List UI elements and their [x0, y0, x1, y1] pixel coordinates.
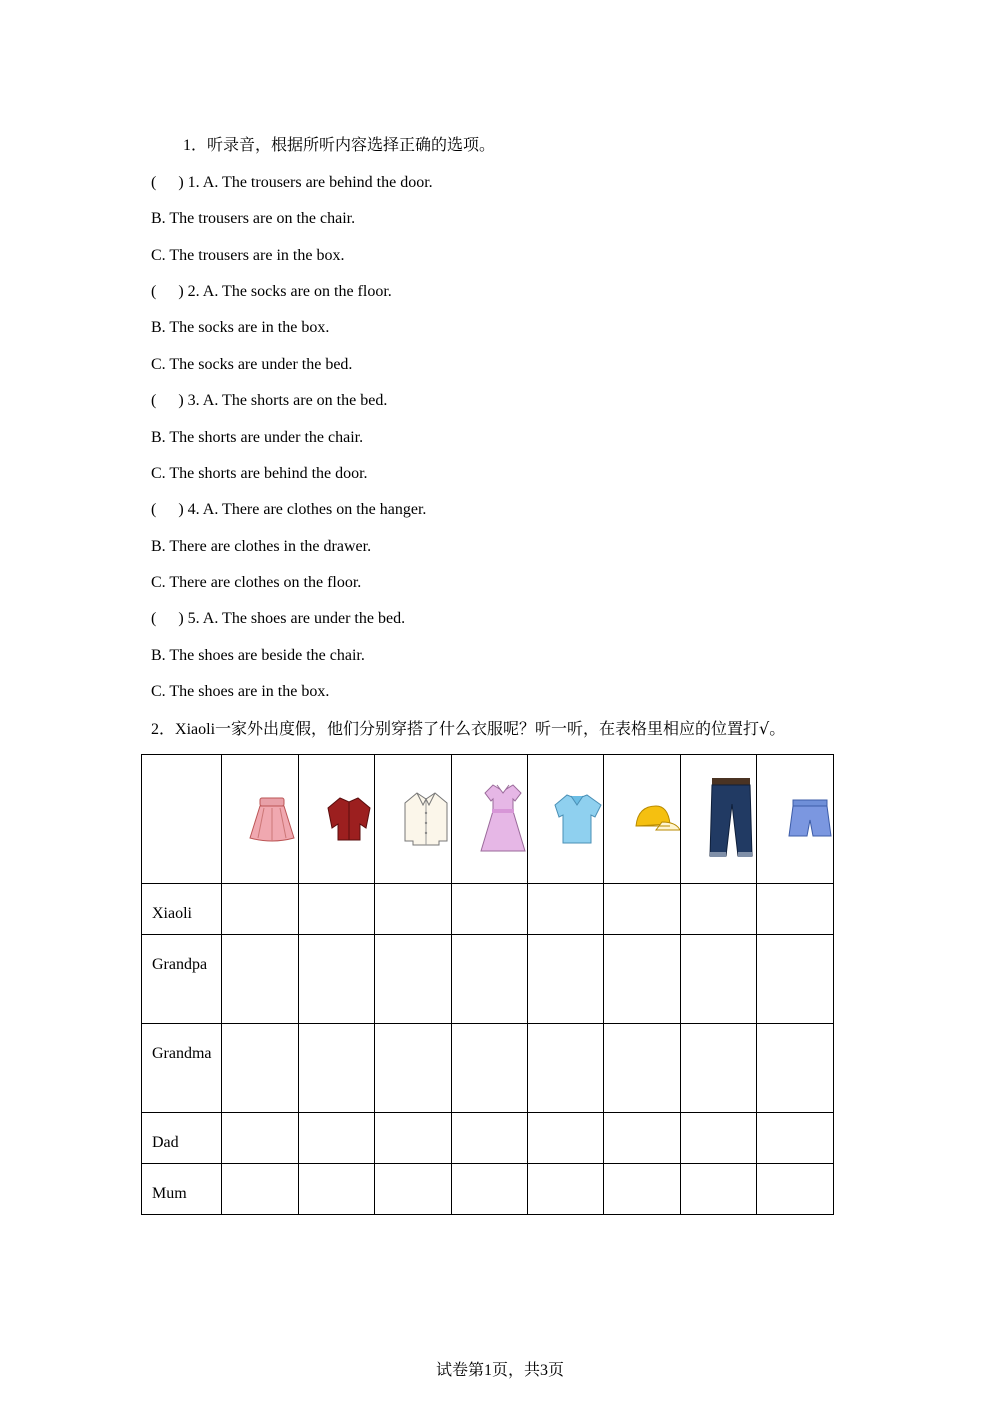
- item-5-option-c: C. The shoes are in the box.: [151, 683, 330, 700]
- answer-cell[interactable]: [528, 1164, 604, 1215]
- item-1-option-b: B. The trousers are on the chair.: [151, 210, 356, 227]
- shorts-icon: [787, 796, 833, 842]
- answer-cell[interactable]: [299, 1113, 375, 1164]
- item-1-option-c: C. The trousers are in the box.: [151, 247, 345, 264]
- row-label: [142, 935, 222, 1024]
- answer-cell[interactable]: [375, 884, 452, 935]
- answer-cell[interactable]: [757, 935, 834, 1024]
- clothes-table: [141, 754, 834, 1215]
- answer-cell[interactable]: [452, 1164, 528, 1215]
- item-3-option-c: C. The shorts are behind the door.: [151, 465, 368, 482]
- answer-cell[interactable]: [757, 1113, 834, 1164]
- answer-paren: (: [151, 610, 157, 627]
- answer-cell[interactable]: [681, 1024, 757, 1113]
- answer-cell[interactable]: [222, 1024, 299, 1113]
- row-label: [142, 884, 222, 935]
- answer-cell[interactable]: [299, 1024, 375, 1113]
- item-2-option-c: C. The socks are under the bed.: [151, 356, 353, 373]
- table-row: [142, 935, 834, 1024]
- skirt-icon: [246, 794, 298, 844]
- question-2-end: 。: [769, 719, 786, 738]
- answer-cell[interactable]: [452, 935, 528, 1024]
- footer-text: 页: [548, 1360, 565, 1379]
- answer-cell[interactable]: [604, 935, 681, 1024]
- answer-paren: (: [151, 174, 157, 191]
- header-cell: [757, 755, 834, 884]
- answer-cell[interactable]: [681, 935, 757, 1024]
- row-label-text: Grandma: [152, 1045, 212, 1062]
- jeans-icon: [706, 776, 756, 862]
- answer-cell[interactable]: [528, 935, 604, 1024]
- row-label-text: Mum: [152, 1185, 187, 1202]
- answer-cell[interactable]: [375, 935, 452, 1024]
- item-text: ) 3. A. The shorts are on the bed.: [178, 392, 388, 409]
- question-2-title: [151, 719, 785, 740]
- answer-cell[interactable]: [222, 884, 299, 935]
- answer-cell[interactable]: [528, 884, 604, 935]
- row-label: [142, 1024, 222, 1113]
- item-text: ) 1. A. The trousers are behind the door.: [178, 174, 433, 191]
- item-2-option-b: B. The socks are in the box.: [151, 319, 330, 336]
- table-row: [142, 1164, 834, 1215]
- total-pages: 3: [540, 1362, 548, 1379]
- answer-cell[interactable]: [528, 1024, 604, 1113]
- question-1-text: 听录音，根据所听内容选择正确的选项。: [207, 135, 496, 154]
- answer-cell[interactable]: [375, 1024, 452, 1113]
- question-1-number: 1．: [183, 137, 208, 154]
- row-label-text: Grandpa: [152, 956, 208, 973]
- answer-cell[interactable]: [604, 1164, 681, 1215]
- answer-cell[interactable]: [452, 884, 528, 935]
- blue-tshirt-icon: [553, 791, 603, 847]
- answer-paren: (: [151, 283, 157, 300]
- question-2-name: Xiaoli: [175, 721, 216, 738]
- corner-cell: [142, 755, 222, 884]
- footer-text: 页，共: [491, 1360, 540, 1379]
- answer-cell[interactable]: [375, 1113, 452, 1164]
- header-cell: [452, 755, 528, 884]
- answer-cell[interactable]: [681, 884, 757, 935]
- item-text: ) 2. A. The socks are on the floor.: [178, 283, 392, 300]
- row-label-text: Dad: [152, 1134, 179, 1151]
- answer-cell[interactable]: [452, 1024, 528, 1113]
- answer-cell[interactable]: [604, 1113, 681, 1164]
- answer-cell[interactable]: [604, 1024, 681, 1113]
- header-cell: [222, 755, 299, 884]
- answer-cell[interactable]: [299, 1164, 375, 1215]
- answer-cell[interactable]: [757, 884, 834, 935]
- answer-paren: (: [151, 501, 157, 518]
- table-row: [142, 1024, 834, 1113]
- question-2-number: 2．: [151, 721, 176, 738]
- header-cell: [375, 755, 452, 884]
- answer-cell[interactable]: [222, 1164, 299, 1215]
- yellow-cap-icon: [632, 802, 680, 836]
- item-4-option-b: B. There are clothes in the drawer.: [151, 538, 372, 555]
- white-shirt-icon: [401, 789, 451, 849]
- answer-cell[interactable]: [681, 1164, 757, 1215]
- header-cell: [681, 755, 757, 884]
- table-row: [142, 884, 834, 935]
- item-text: ) 5. A. The shoes are under the bed.: [178, 610, 406, 627]
- answer-cell[interactable]: [222, 1113, 299, 1164]
- question-2-text: 一家外出度假，他们分别穿搭了什么衣服呢？听一听，在表格里相应的位置打: [215, 719, 760, 738]
- page-footer: [0, 1357, 1000, 1380]
- question-1-title: [183, 135, 495, 156]
- answer-cell[interactable]: [375, 1164, 452, 1215]
- answer-cell[interactable]: [452, 1113, 528, 1164]
- answer-cell[interactable]: [757, 1164, 834, 1215]
- item-text: ) 4. A. There are clothes on the hanger.: [178, 501, 427, 518]
- answer-cell[interactable]: [222, 935, 299, 1024]
- red-jacket-icon: [324, 794, 374, 844]
- answer-cell[interactable]: [681, 1113, 757, 1164]
- header-cell: [528, 755, 604, 884]
- answer-cell[interactable]: [757, 1024, 834, 1113]
- item-2-option-a: [151, 282, 392, 302]
- answer-cell[interactable]: [528, 1113, 604, 1164]
- row-label: [142, 1164, 222, 1215]
- header-cell: [299, 755, 375, 884]
- item-5-option-b: B. The shoes are beside the chair.: [151, 647, 365, 664]
- item-4-option-a: [151, 500, 426, 520]
- answer-cell[interactable]: [604, 884, 681, 935]
- page-number: 1: [483, 1362, 492, 1379]
- answer-paren: (: [151, 392, 157, 409]
- row-label: [142, 1113, 222, 1164]
- pink-dress-icon: [479, 781, 527, 857]
- answer-cell[interactable]: [299, 884, 375, 935]
- header-cell: [604, 755, 681, 884]
- item-4-option-c: C. There are clothes on the floor.: [151, 574, 362, 591]
- header-row: [142, 755, 834, 884]
- footer-text: 试卷第: [435, 1360, 484, 1379]
- table-row: [142, 1113, 834, 1164]
- item-5-option-a: [151, 609, 405, 629]
- row-label-text: Xiaoli: [152, 905, 192, 922]
- item-3-option-a: [151, 391, 387, 411]
- item-3-option-b: B. The shorts are under the chair.: [151, 429, 364, 446]
- answer-cell[interactable]: [299, 935, 375, 1024]
- item-1-option-a: [151, 173, 433, 193]
- check-mark-symbol: √: [759, 719, 770, 738]
